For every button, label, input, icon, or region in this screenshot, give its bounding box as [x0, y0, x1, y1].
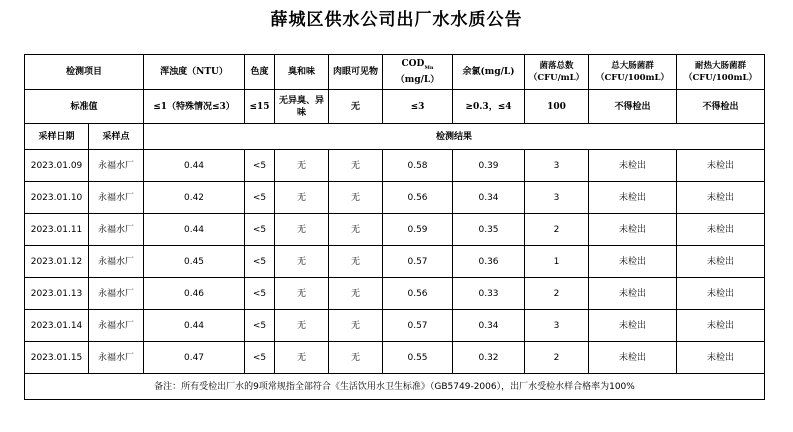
cell-odor: 无 [275, 182, 329, 214]
standard-cod: ≤3 [383, 90, 453, 124]
cell-date: 2023.01.14 [25, 310, 89, 342]
cell-coliform: 未检出 [589, 246, 677, 278]
cell-site: 永福水厂 [89, 214, 144, 246]
table-row [25, 246, 765, 278]
cell-site: 永福水厂 [89, 150, 144, 182]
cell-visible: 无 [329, 246, 383, 278]
standard-chlorine: ≥0.3，≤4 [453, 90, 525, 124]
cell-color: <5 [245, 342, 275, 374]
header-bacteria-name: 菌落总数 [539, 61, 574, 71]
cell-turbidity: 0.46 [144, 278, 245, 310]
note-row [25, 374, 765, 400]
cell-thermo: 未检出 [677, 182, 765, 214]
cell-site: 永福水厂 [89, 310, 144, 342]
header-coliform-name: 总大肠菌群 [611, 61, 654, 71]
water-quality-table [24, 54, 765, 400]
cell-odor: 无 [275, 150, 329, 182]
cell-color: <5 [245, 214, 275, 246]
cell-turbidity: 0.44 [144, 214, 245, 246]
cell-turbidity: 0.42 [144, 182, 245, 214]
cell-bacteria: 3 [525, 150, 589, 182]
subheader-site: 采样点 [89, 124, 144, 150]
table-row [25, 214, 765, 246]
subheader-date: 采样日期 [25, 124, 89, 150]
cell-thermo: 未检出 [677, 310, 765, 342]
cell-thermo: 未检出 [677, 278, 765, 310]
cell-color: <5 [245, 150, 275, 182]
cell-odor: 无 [275, 214, 329, 246]
cell-chlorine: 0.33 [453, 278, 525, 310]
cell-bacteria: 2 [525, 342, 589, 374]
standard-coliform: 不得检出 [589, 90, 677, 124]
cell-odor: 无 [275, 278, 329, 310]
header-cod-unit: （mg/L） [395, 74, 440, 85]
cell-site: 永福水厂 [89, 246, 144, 278]
subheader-row [25, 124, 765, 150]
header-row [25, 55, 765, 90]
cell-coliform: 未检出 [589, 150, 677, 182]
cell-turbidity: 0.47 [144, 342, 245, 374]
table-row [25, 342, 765, 374]
table-row [25, 150, 765, 182]
cell-turbidity: 0.45 [144, 246, 245, 278]
cell-site: 永福水厂 [89, 342, 144, 374]
cell-visible: 无 [329, 278, 383, 310]
header-turbidity: 浑浊度（NTU） [144, 55, 245, 90]
table-row [25, 310, 765, 342]
cell-cod: 0.56 [383, 278, 453, 310]
cell-bacteria: 1 [525, 246, 589, 278]
cell-site: 永福水厂 [89, 278, 144, 310]
cell-chlorine: 0.39 [453, 150, 525, 182]
standard-thermo: 不得检出 [677, 90, 765, 124]
header-odor: 臭和味 [275, 55, 329, 90]
cell-odor: 无 [275, 246, 329, 278]
standard-odor: 无异臭、异味 [275, 90, 329, 124]
cell-chlorine: 0.32 [453, 342, 525, 374]
cell-turbidity: 0.44 [144, 150, 245, 182]
cell-bacteria: 3 [525, 310, 589, 342]
standard-color: ≤15 [245, 90, 275, 124]
cell-cod: 0.59 [383, 214, 453, 246]
cell-chlorine: 0.36 [453, 246, 525, 278]
standard-bacteria: 100 [525, 90, 589, 124]
header-cod [383, 55, 453, 90]
header-bacteria [525, 55, 589, 90]
cell-cod: 0.57 [383, 246, 453, 278]
cell-chlorine: 0.34 [453, 182, 525, 214]
header-coliform-unit: （CFU/100mL） [596, 73, 670, 83]
header-color: 色度 [245, 55, 275, 90]
cell-chlorine: 0.35 [453, 214, 525, 246]
cell-color: <5 [245, 246, 275, 278]
cell-coliform: 未检出 [589, 182, 677, 214]
table-row [25, 278, 765, 310]
cell-thermo: 未检出 [677, 342, 765, 374]
cell-date: 2023.01.09 [25, 150, 89, 182]
header-chlorine: 余氯(mg/L) [453, 55, 525, 90]
header-thermo-name: 耐热大肠菌群 [695, 61, 747, 71]
header-item: 检测项目 [25, 55, 144, 90]
header-cod-subscript: Mn [424, 64, 434, 71]
cell-site: 永福水厂 [89, 182, 144, 214]
page-title: 薛城区供水公司出厂水水质公告 [270, 10, 523, 30]
standard-row [25, 90, 765, 124]
cell-visible: 无 [329, 182, 383, 214]
cell-visible: 无 [329, 342, 383, 374]
header-thermo-unit: （CFU/100mL） [684, 73, 758, 83]
cell-cod: 0.58 [383, 150, 453, 182]
cell-color: <5 [245, 278, 275, 310]
header-cod-prefix: COD [401, 59, 425, 70]
table-row [25, 182, 765, 214]
cell-cod: 0.56 [383, 182, 453, 214]
cell-date: 2023.01.13 [25, 278, 89, 310]
cell-cod: 0.57 [383, 310, 453, 342]
cell-chlorine: 0.34 [453, 310, 525, 342]
header-coliform [589, 55, 677, 90]
cell-thermo: 未检出 [677, 246, 765, 278]
cell-thermo: 未检出 [677, 150, 765, 182]
cell-cod: 0.55 [383, 342, 453, 374]
cell-coliform: 未检出 [589, 278, 677, 310]
cell-coliform: 未检出 [589, 310, 677, 342]
subheader-results: 检测结果 [144, 124, 765, 150]
standard-label: 标准值 [25, 90, 144, 124]
cell-turbidity: 0.44 [144, 310, 245, 342]
header-thermo [677, 55, 765, 90]
cell-odor: 无 [275, 342, 329, 374]
header-bacteria-unit: （CFU/mL） [528, 73, 585, 83]
cell-coliform: 未检出 [589, 214, 677, 246]
standard-visible: 无 [329, 90, 383, 124]
cell-color: <5 [245, 310, 275, 342]
standard-turbidity: ≤1（特殊情况≤3） [144, 90, 245, 124]
cell-bacteria: 3 [525, 182, 589, 214]
cell-date: 2023.01.12 [25, 246, 89, 278]
cell-date: 2023.01.10 [25, 182, 89, 214]
footnote: 备注：所有受检出厂水的9项常规指全部符合《生活饮用水卫生标准》（GB5749-2006），出厂水受检水样合格率为100% [25, 374, 765, 400]
cell-thermo: 未检出 [677, 214, 765, 246]
cell-bacteria: 2 [525, 278, 589, 310]
cell-visible: 无 [329, 310, 383, 342]
cell-color: <5 [245, 182, 275, 214]
cell-visible: 无 [329, 214, 383, 246]
cell-bacteria: 2 [525, 214, 589, 246]
cell-coliform: 未检出 [589, 342, 677, 374]
cell-visible: 无 [329, 150, 383, 182]
data-rows [25, 150, 765, 374]
cell-date: 2023.01.11 [25, 214, 89, 246]
cell-odor: 无 [275, 310, 329, 342]
cell-date: 2023.01.15 [25, 342, 89, 374]
header-visible: 肉眼可见物 [329, 55, 383, 90]
